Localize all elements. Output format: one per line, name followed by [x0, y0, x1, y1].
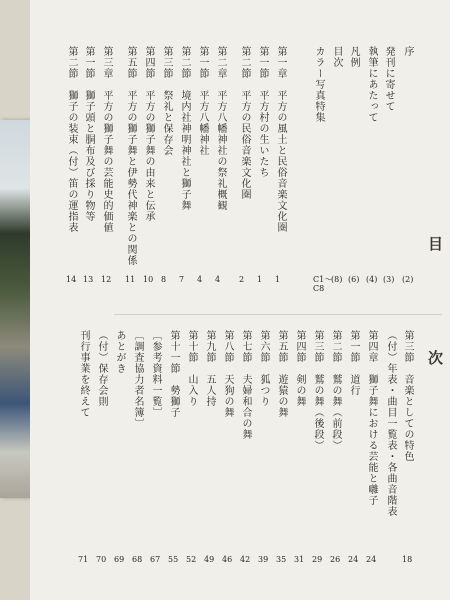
- toc-entry-heading: 第四節 平方の獅子舞の由来と伝承: [143, 46, 154, 222]
- toc-title-left: 目: [426, 236, 444, 252]
- toc-entry-upper-10[interactable]: [215, 46, 228, 284]
- toc-entry-heading: 刊行事業を終えて: [78, 330, 89, 418]
- toc-entry-heading: 第三節 祭礼と保存会: [161, 46, 172, 156]
- toc-entry-heading: 第十節 山入り: [186, 330, 197, 407]
- toc-entry-upper-1[interactable]: [402, 46, 415, 284]
- toc-entry-heading: 第五節 平方の獅子舞と伊勢代神楽との関係: [125, 46, 136, 266]
- toc-entry-upper-12[interactable]: [179, 46, 192, 284]
- toc-entry-heading: 第五節 遊猿の舞: [276, 330, 287, 418]
- toc-entry-heading: 〔参考資料一覧〕: [150, 330, 161, 418]
- toc-entry-lower-2[interactable]: [385, 330, 398, 517]
- toc-entry-heading: あとがき: [114, 330, 125, 374]
- toc-entry-upper-16[interactable]: [101, 46, 114, 284]
- toc-entry-heading: 第十一節 勢獅子: [168, 330, 179, 418]
- toc-entry-page-number: (2): [402, 275, 414, 284]
- toc-entry-heading: 第一節 平方八幡神社: [197, 46, 208, 156]
- toc-entry-heading: 序: [402, 46, 413, 57]
- toc-entry-heading: 第二節 獅子の装束（付）笛の運指表: [66, 46, 77, 233]
- toc-entry-upper-17[interactable]: [83, 46, 96, 284]
- toc-entry-heading: 第三節 鷲の舞（後段）: [312, 330, 323, 451]
- toc-entry-page-number: 1: [257, 275, 263, 284]
- toc-entry-lower-1[interactable]: [402, 330, 415, 564]
- toc-entry-lower-13[interactable]: [186, 330, 199, 564]
- toc-entry-page-number: 67: [150, 555, 161, 564]
- toc-entry-lower-19[interactable]: [78, 330, 91, 564]
- toc-entry-page-number: 70: [96, 555, 107, 564]
- toc-entry-heading: 目次: [331, 46, 342, 68]
- toc-entry-heading: 第三章 平方の獅子舞の芸能史的価値: [101, 46, 112, 233]
- toc-entry-upper-7[interactable]: [275, 46, 288, 284]
- toc-entry-page-number: 12: [101, 275, 112, 284]
- toc-entry-page-number: 42: [240, 555, 251, 564]
- toc-entry-page-number: (3): [383, 275, 395, 284]
- toc-entry-page-number: 49: [204, 555, 215, 564]
- toc-entry-page-number: 4: [215, 275, 221, 284]
- toc-entry-page-number: 14: [66, 275, 77, 284]
- toc-entry-heading: 第二節 鷲の舞（前段）: [330, 330, 341, 451]
- toc-entry-upper-11[interactable]: [197, 46, 210, 284]
- toc-entry-page-number: 52: [186, 555, 197, 564]
- toc-entry-lower-14[interactable]: [168, 330, 181, 564]
- toc-title-right: 次: [426, 350, 444, 366]
- toc-entry-lower-5[interactable]: [330, 330, 343, 564]
- toc-entry-page-number: 4: [197, 275, 203, 284]
- toc-entry-heading: 執筆にあたって: [366, 46, 377, 123]
- toc-entry-page-number: 39: [258, 555, 269, 564]
- toc-entry-upper-2[interactable]: [383, 46, 396, 284]
- toc-entry-upper-4[interactable]: [348, 46, 361, 284]
- toc-entry-page-number: 68: [132, 555, 143, 564]
- toc-entry-page-number: 7: [179, 275, 185, 284]
- toc-entry-page-number: 55: [168, 555, 179, 564]
- toc-entry-upper-13[interactable]: [161, 46, 174, 284]
- toc-entry-page-number: (6): [348, 275, 360, 284]
- toc-entry-heading: 第一節 獅子頭と胴布及び採り物等: [83, 46, 94, 222]
- toc-entry-lower-10[interactable]: [240, 330, 253, 564]
- toc-entry-page-number: 31: [294, 555, 305, 564]
- toc-entry-page-number: 1: [275, 275, 281, 284]
- toc-entry-upper-9[interactable]: [239, 46, 252, 284]
- toc-entry-lower-4[interactable]: [348, 330, 361, 564]
- toc-entry-page-number: 11: [125, 275, 136, 284]
- toc-entry-page-number: 24: [366, 555, 377, 564]
- toc-entry-heading: 第四章 獅子舞における芸能と囃子: [366, 330, 377, 506]
- toc-entry-lower-17[interactable]: [114, 330, 127, 564]
- toc-entry-page-number: 26: [330, 555, 341, 564]
- table-of-contents-page: [30, 0, 450, 600]
- toc-entry-lower-12[interactable]: [204, 330, 217, 564]
- toc-entry-heading: 第八節 天狗の舞: [222, 330, 233, 418]
- toc-entry-page-number: (8): [331, 275, 343, 284]
- toc-entry-upper-14[interactable]: [143, 46, 156, 284]
- toc-entry-page-number: 24: [348, 555, 359, 564]
- toc-entry-heading: （付）年表・曲目一覧表・各曲音階表: [385, 330, 396, 517]
- toc-entry-heading: 発刊に寄せて: [383, 46, 394, 112]
- toc-entry-page-number: 13: [83, 275, 94, 284]
- toc-entry-page-number: 18: [402, 555, 413, 564]
- toc-entry-heading: 第三節 音楽としての特色: [402, 330, 413, 462]
- toc-entry-lower-18[interactable]: [96, 330, 109, 564]
- toc-entry-page-number: 8: [161, 275, 167, 284]
- toc-entry-heading: 第一節 道行: [348, 330, 359, 396]
- toc-entry-lower-8[interactable]: [276, 330, 289, 564]
- toc-entry-page-number: (4): [366, 275, 378, 284]
- toc-entry-lower-9[interactable]: [258, 330, 271, 564]
- toc-entry-heading: 第二節 境内社神明神社と獅子舞: [179, 46, 190, 211]
- toc-entry-heading: 第二章 平方八幡神社の祭礼概観: [215, 46, 226, 211]
- toc-entry-page-number: 2: [239, 275, 245, 284]
- toc-entry-heading: 第六節 狐つり: [258, 330, 269, 407]
- toc-entry-page-number: 69: [114, 555, 125, 564]
- toc-entry-heading: 第四節 剣の舞: [294, 330, 305, 407]
- toc-entry-lower-7[interactable]: [294, 330, 307, 564]
- toc-entry-heading: （付）保存会則: [96, 330, 107, 407]
- toc-entry-page-number: 71: [78, 555, 89, 564]
- toc-entry-upper-6[interactable]: [313, 46, 333, 293]
- toc-entry-upper-18[interactable]: [66, 46, 79, 284]
- toc-entry-lower-6[interactable]: [312, 330, 325, 564]
- toc-entry-heading: 第九節 五人持: [204, 330, 215, 407]
- toc-entry-upper-3[interactable]: [366, 46, 379, 284]
- toc-entry-heading: 凡例: [348, 46, 359, 68]
- toc-entry-lower-3[interactable]: [366, 330, 379, 564]
- toc-entry-upper-15[interactable]: [125, 46, 138, 284]
- toc-entry-lower-15[interactable]: [150, 330, 163, 564]
- toc-entry-heading: 第一節 平方村の生いたち: [257, 46, 268, 178]
- section-divider: [114, 314, 442, 315]
- toc-entry-upper-5[interactable]: [331, 46, 344, 284]
- toc-entry-heading: 〔調査協力者名簿〕: [132, 330, 143, 429]
- toc-entry-page-number: 35: [276, 555, 287, 564]
- toc-entry-page-number: 46: [222, 555, 233, 564]
- toc-entry-heading: 第七節 夫婦和合の舞: [240, 330, 251, 440]
- toc-entry-heading: 第一章 平方の風土と民俗音楽文化圏: [275, 46, 286, 233]
- toc-entry-heading: カラー写真特集: [313, 46, 324, 123]
- toc-entry-page-number: 29: [312, 555, 323, 564]
- toc-entry-upper-8[interactable]: [257, 46, 270, 284]
- toc-entry-lower-11[interactable]: [222, 330, 235, 564]
- toc-entry-heading: 第二節 平方の民俗音楽文化圏: [239, 46, 250, 200]
- adjacent-page-photo: [0, 120, 34, 498]
- toc-entry-page-number: C1〜C8: [313, 275, 333, 293]
- toc-entry-lower-16[interactable]: [132, 330, 145, 564]
- toc-entry-page-number: 10: [143, 275, 154, 284]
